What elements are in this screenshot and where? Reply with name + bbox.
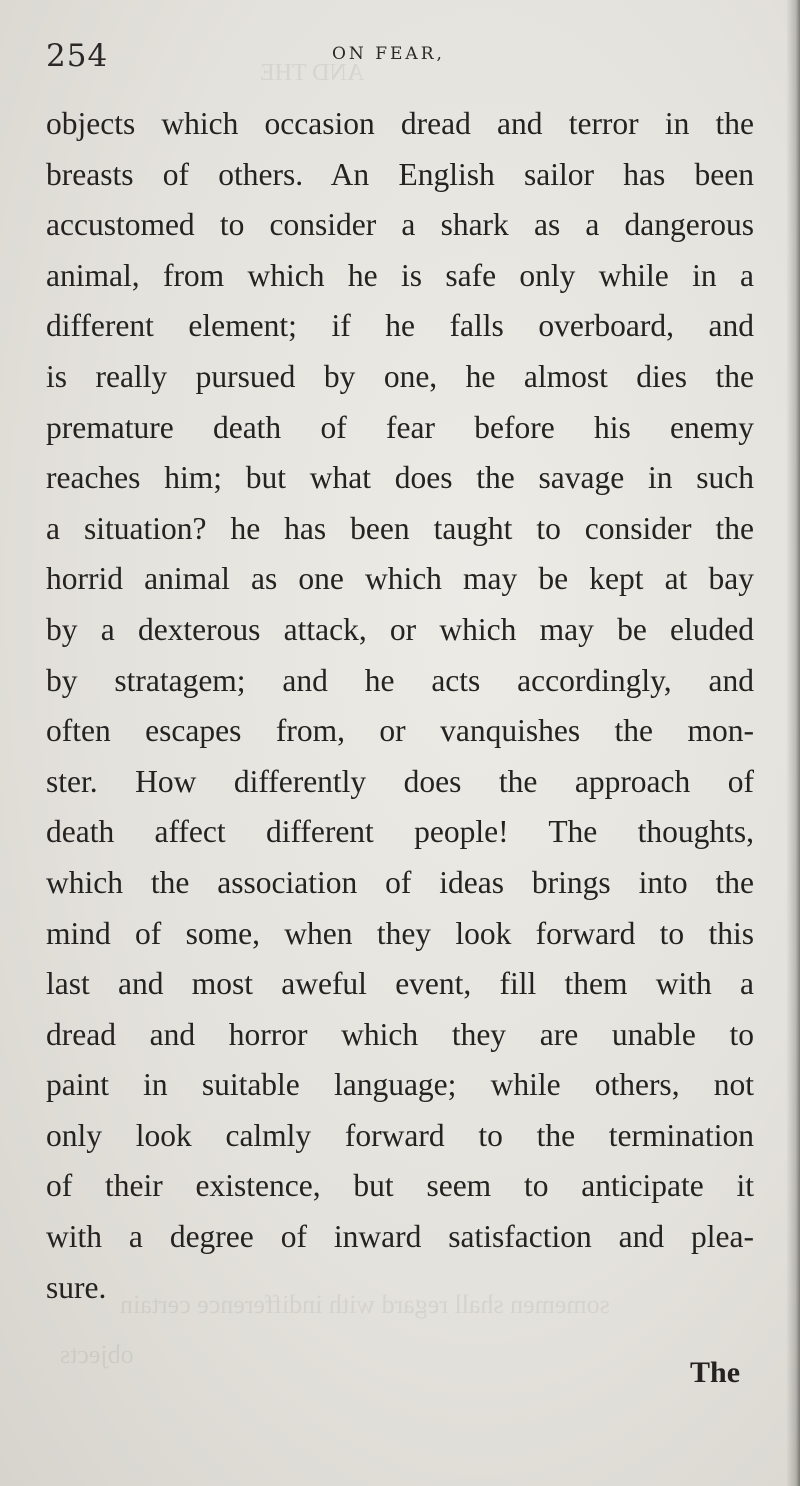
text-line: of their existence, but seem to anticipate it xyxy=(46,1168,754,1204)
page-number: 254 xyxy=(46,38,109,74)
text-line: accustomed to consider a shark as a dangerous xyxy=(46,207,754,243)
show-through-text: somemen shall regard with indifference certain xyxy=(120,1290,610,1319)
text-line: death affect different people! The thoughts, xyxy=(46,814,754,850)
text-line: objects which occasion dread and terror in the xyxy=(46,106,754,141)
running-head xyxy=(46,38,746,82)
text-line: ster. How differently does the approach of xyxy=(46,763,754,799)
text-line: mind of some, when they look forward to this xyxy=(46,915,754,951)
text-line: by a dexterous attack, or which may be eluded xyxy=(46,611,754,647)
text-line: often escapes from, or vanquishes the mon- xyxy=(46,713,754,749)
text-line: by stratagem; and he acts accordingly, and xyxy=(46,662,754,698)
show-through-text: objects xyxy=(60,1340,134,1369)
text-line: paint in suitable language; while others, not xyxy=(46,1067,754,1103)
text-line: different element; if he falls overboard, and xyxy=(46,308,754,344)
catchword: The xyxy=(690,1356,741,1389)
text-line: last and most aweful event, fill them with a xyxy=(46,966,754,1002)
text-line: only look calmly forward to the termination xyxy=(46,1117,754,1153)
page-edge-shadow xyxy=(786,0,800,1486)
text-line: reaches him; but what does the savage in such xyxy=(46,460,754,496)
body-text xyxy=(46,99,754,1313)
text-line: which the association of ideas brings into the xyxy=(46,864,754,900)
text-line: premature death of fear before his enemy xyxy=(46,409,754,445)
text-line: horrid animal as one which may be kept at bay xyxy=(46,561,754,597)
text-line: a situation? he has been taught to consider the xyxy=(46,510,754,546)
text-line: animal, from which he is safe only while in a xyxy=(46,257,754,293)
show-through-text: AND THE xyxy=(260,60,365,86)
text-line: is really pursued by one, he almost dies the xyxy=(46,358,754,394)
text-line: breasts of others. An English sailor has been xyxy=(46,156,754,192)
text-line: dread and horror which they are unable to xyxy=(46,1016,754,1052)
running-title: ON FEAR, xyxy=(332,44,445,64)
text-line: sure. xyxy=(46,1269,107,1305)
text-line: with a degree of inward satisfaction and plea- xyxy=(46,1219,754,1255)
